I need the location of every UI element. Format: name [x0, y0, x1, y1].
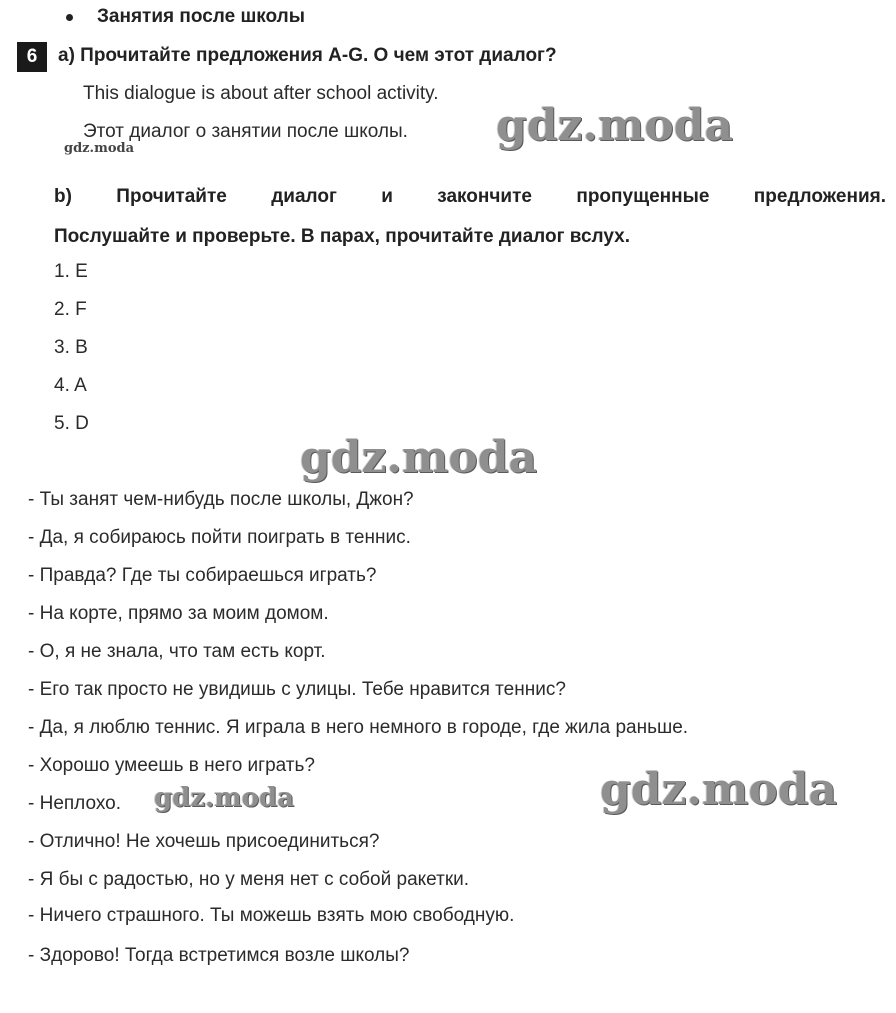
dialogue-line: - Ты занят чем-нибудь после школы, Джон?: [28, 489, 414, 510]
dialogue-line: - На корте, прямо за моим домом.: [28, 603, 329, 624]
watermark-logo: gdz.moda: [600, 764, 838, 815]
dialogue-line: - Я бы с радостью, но у меня нет с собой ракетки.: [28, 869, 470, 890]
task-a-heading: a) Прочитайте предложения A-G. О чем этот диалог?: [58, 45, 557, 66]
bullet-icon: [66, 14, 73, 21]
dialogue-line: - Хорошо умеешь в него играть?: [28, 755, 315, 776]
watermark-logo: gdz.moda: [300, 432, 538, 483]
answer-item: 1. E: [54, 261, 88, 282]
task-b-heading-line2: Послушайте и проверьте. В парах, прочитайте диалог вслух.: [54, 226, 631, 247]
dialogue-line: - О, я не знала, что там есть корт.: [28, 641, 326, 662]
watermark-logo-small: gdz.moda: [64, 141, 135, 156]
answer-item: 3. B: [54, 337, 88, 358]
dialogue-line: - Да, я собираюсь пойти поиграть в теннис.: [28, 527, 411, 548]
answer-item: 2. F: [54, 299, 87, 320]
dialogue-line: - Его так просто не увидишь с улицы. Тебе нравится теннис?: [28, 679, 566, 700]
task-b-heading-line1: b) Прочитайте диалог и закончите пропущенные предложения.: [54, 186, 886, 207]
dialogue-line: - Правда? Где ты собираешься играть?: [28, 565, 377, 586]
section-topic: Занятия после школы: [97, 6, 305, 27]
dialogue-line: - Отлично! Не хочешь присоединиться?: [28, 831, 380, 852]
dialogue-line: - Здорово! Тогда встретимся возле школы?: [28, 945, 410, 966]
answer-english: This dialogue is about after school activity.: [83, 83, 439, 104]
watermark-logo: gdz.moda: [154, 783, 295, 813]
dialogue-line: - Ничего страшного. Ты можешь взять мою свободную.: [28, 905, 515, 926]
dialogue-line: - Неплохо.: [28, 793, 121, 814]
exercise-number-badge: 6: [17, 42, 47, 72]
answer-item: 5. D: [54, 413, 89, 434]
dialogue-line: - Да, я люблю теннис. Я играла в него немного в городе, где жила раньше.: [28, 717, 689, 738]
watermark-logo: gdz.moda: [496, 100, 734, 151]
answer-russian: Этот диалог о занятии после школы.: [83, 121, 408, 142]
answer-item: 4. A: [54, 375, 87, 396]
